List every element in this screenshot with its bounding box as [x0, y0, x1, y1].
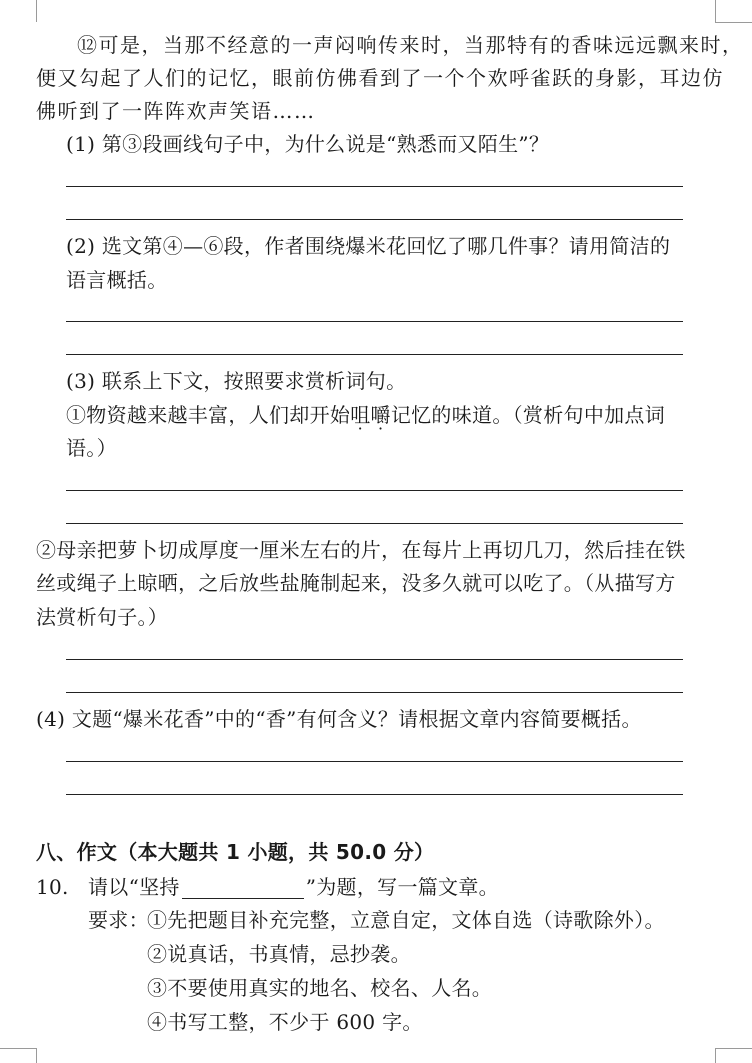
paragraph-12-line-2: 便又勾起了人们的记忆，眼前仿佛看到了一个个欢呼雀跃的身影，耳边仿 [36, 66, 724, 90]
answer-line-q2-a[interactable] [66, 321, 683, 322]
answer-line-q4-a[interactable] [66, 761, 683, 762]
question-3-sub-2-line-3: 法赏析句子。） [36, 605, 169, 629]
paragraph-12-line-1: ⑫可是，当那不经意的一声闷响传来时，当那特有的香味远远飘来时， [77, 33, 744, 57]
crop-mark-top-right-h [715, 22, 752, 23]
question-2-line-2: 语言概括。 [66, 268, 168, 292]
emphasis-dotted-char-1: 咀 [350, 403, 371, 427]
question-3-sub-2-line-2: 丝或绳子上晾晒，之后放些盐腌制起来，没多久就可以吃了。（从描写方 [36, 571, 676, 595]
question-4: (4) 文题“爆米花香”中的“香”有何含义？请根据文章内容简要概括。 [36, 707, 642, 731]
answer-line-q2-b[interactable] [66, 354, 683, 355]
answer-line-q3-2-a[interactable] [66, 659, 683, 660]
requirements-label: 要求： [88, 908, 149, 932]
question-3-sub-1-text-b: 记忆的味道。（赏析句中加点词 [390, 403, 666, 427]
answer-line-q4-b[interactable] [66, 794, 683, 795]
question-3-sub-1-line-2: 语。） [66, 436, 117, 460]
answer-line-q3-1-a[interactable] [66, 490, 683, 491]
answer-line-q1-a[interactable] [66, 186, 683, 187]
question-3-sub-1-text-a: ①物资越来越丰富，人们却开始 [66, 403, 351, 427]
requirement-3: ③不要使用真实的地名、校名、人名。 [147, 976, 493, 1000]
question-1: (1) 第③段画线句子中，为什么说是“熟悉而又陌生”？ [66, 132, 550, 156]
answer-line-q3-2-b[interactable] [66, 692, 683, 693]
answer-line-q3-1-b[interactable] [66, 523, 683, 524]
question-3-sub-1-line-1 [66, 403, 665, 427]
section-8-heading: 八、作文（本大题共 1 小题，共 50.0 分） [36, 840, 435, 864]
title-blank[interactable] [182, 878, 304, 899]
requirement-1: ①先把题目补充完整，立意自定，文体自选（诗歌除外）。 [147, 908, 665, 932]
question-10-number: 10. [36, 875, 69, 899]
crop-mark-bottom-right-h [715, 1048, 752, 1049]
question-10-prompt-b: ”为题，写一篇文章。 [305, 875, 499, 899]
emphasis-dotted-char-2: 嚼 [370, 403, 391, 427]
question-10-prompt-a: 请以“坚持 [88, 875, 180, 899]
requirement-4: ④书写工整，不少于 600 字。 [147, 1010, 423, 1034]
crop-mark-top-right-v [715, 0, 716, 22]
requirement-2: ②说真话，书真情，忌抄袭。 [147, 942, 411, 966]
crop-mark-top-left-v [36, 0, 37, 22]
crop-mark-bottom-left-v [36, 1048, 37, 1063]
paragraph-12-line-3: 佛听到了一阵阵欢声笑语…… [36, 99, 316, 123]
question-2-line-1: (2) 选文第④—⑥段，作者围绕爆米花回忆了哪几件事？请用简洁的 [66, 234, 671, 258]
question-3: (3) 联系上下文，按照要求赏析词句。 [66, 369, 407, 393]
question-10-prompt [88, 875, 499, 899]
question-3-sub-2-line-1: ②母亲把萝卜切成厚度一厘米左右的片，在每片上再切几刀，然后挂在铁 [36, 538, 686, 562]
crop-mark-bottom-right-v [715, 1048, 716, 1063]
crop-mark-bottom-left-h [0, 1048, 36, 1049]
answer-line-q1-b[interactable] [66, 219, 683, 220]
